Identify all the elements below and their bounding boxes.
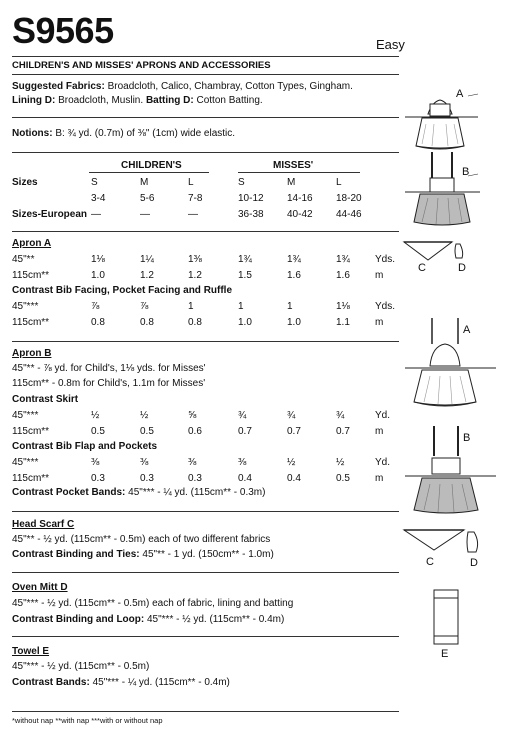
figure-label-a: A — [456, 88, 464, 100]
table-cell: 1 — [287, 301, 293, 312]
table-cell: S — [238, 177, 245, 188]
difficulty-label: Easy — [376, 37, 405, 52]
oven-mitt-contrast-label: Contrast Binding and Loop: — [12, 614, 145, 625]
table-cell: 1.6 — [287, 270, 301, 281]
table-cell: 0.6 — [188, 426, 202, 437]
divider — [12, 56, 399, 57]
bands-label: Contrast Pocket Bands: — [12, 487, 126, 498]
table-cell: 1.2 — [188, 270, 202, 281]
misses-rule — [238, 172, 360, 173]
table-cell: 40-42 — [287, 209, 313, 220]
table-cell: ½ — [140, 410, 149, 421]
head-scarf-contrast-text: 45"** - 1 yd. (150cm** - 1.0m) — [142, 549, 274, 560]
table-cell: 5-6 — [140, 193, 155, 204]
table-cell: ¾ — [287, 410, 296, 421]
figure-label-b: B — [462, 166, 470, 178]
table-cell: 1 — [188, 301, 194, 312]
table-cell: 0.7 — [336, 426, 350, 437]
figure-label-e: E — [441, 648, 449, 660]
sizes-european-label: Sizes-European — [12, 209, 88, 220]
table-cell: ¾ — [238, 410, 247, 421]
table-cell: 1⅛ — [336, 301, 350, 312]
table-cell: ¾ — [336, 410, 345, 421]
head-scarf-title: Head Scarf C — [12, 519, 75, 530]
table-cell: 0.4 — [238, 473, 252, 484]
table-cell: 7-8 — [188, 193, 203, 204]
table-cell: 0.4 — [287, 473, 301, 484]
apron-a-title: Apron A — [12, 238, 52, 249]
childrens-header: CHILDREN'S — [121, 160, 182, 171]
row-label: 45"*** — [12, 301, 39, 312]
table-cell: 36-38 — [238, 209, 264, 220]
table-cell: 0.3 — [91, 473, 105, 484]
table-cell: ½ — [91, 410, 100, 421]
suggested-label: Suggested Fabrics: — [12, 81, 105, 92]
towel-contrast-text: 45"*** - ¼ yd. (115cm** - 0.4m) — [92, 677, 230, 688]
towel-contrast-label: Contrast Bands: — [12, 677, 90, 688]
table-cell: 1.6 — [336, 270, 350, 281]
table-cell: 1¾ — [336, 254, 350, 265]
table-cell: 0.3 — [188, 473, 202, 484]
divider — [12, 511, 399, 512]
figure-label-c-misses: C — [426, 556, 434, 568]
divider — [12, 117, 399, 118]
divider — [12, 341, 399, 342]
head-scarf-contrast-label: Contrast Binding and Ties: — [12, 549, 140, 560]
divider — [12, 636, 399, 637]
misses-header: MISSES' — [273, 160, 314, 171]
table-cell: ⅞ — [91, 301, 100, 312]
table-cell: 1.0 — [238, 317, 252, 328]
divider — [12, 74, 399, 75]
childrens-apron-a-illustration — [400, 78, 510, 150]
childrens-rule — [89, 172, 209, 173]
table-cell: 1.0 — [91, 270, 105, 281]
divider — [12, 572, 399, 573]
table-cell: 1.1 — [336, 317, 350, 328]
lining-text: Broadcloth, Muslin. — [58, 95, 144, 106]
footnote: *without nap **with nap ***with or without nap — [12, 716, 163, 725]
childrens-apron-b-illustration — [400, 150, 510, 230]
table-cell: ⅜ — [91, 457, 100, 468]
apron-b-line2: 115cm** - 0.8m for Child's, 1.1m for Misses' — [12, 378, 206, 389]
table-cell: 0.5 — [140, 426, 154, 437]
table-cell: — — [188, 209, 198, 220]
row-label: 115cm** — [12, 317, 50, 328]
table-cell: ⅜ — [140, 457, 149, 468]
figure-label-d: D — [458, 262, 466, 274]
oven-mitt-line1: 45"*** - ½ yd. (115cm** - 0.5m) each of fabric, lining and batting — [12, 598, 294, 609]
table-cell: 0.5 — [91, 426, 105, 437]
row-label: 45"*** — [12, 410, 39, 421]
row-label: 115cm** — [12, 473, 50, 484]
table-cell: 0.8 — [91, 317, 105, 328]
unit-label: Yd. — [375, 410, 391, 421]
table-cell: 0.7 — [238, 426, 252, 437]
table-cell: ⅞ — [140, 301, 149, 312]
towel-contrast — [12, 677, 230, 689]
batting-text: Cotton Batting. — [196, 95, 263, 106]
table-cell: M — [287, 177, 296, 188]
divider — [12, 711, 399, 712]
table-cell: 1⅜ — [188, 254, 202, 265]
page-subtitle: CHILDREN'S AND MISSES' APRONS AND ACCESSORIES — [12, 60, 271, 71]
towel-illustration — [432, 588, 462, 648]
notions — [12, 128, 235, 140]
unit-label: m — [375, 270, 384, 281]
table-cell: 1.5 — [238, 270, 252, 281]
row-label: 115cm** — [12, 270, 50, 281]
table-cell: L — [188, 177, 194, 188]
oven-mitt-title: Oven Mitt D — [12, 582, 68, 593]
table-cell: 14-16 — [287, 193, 313, 204]
childrens-scarf-mitt-illustration — [400, 236, 510, 272]
misses-scarf-mitt-illustration — [400, 524, 510, 564]
row-label: 45"*** — [12, 457, 39, 468]
notions-text: B: ¾ yd. (0.7m) of ⅜" (1cm) wide elastic. — [55, 128, 236, 139]
table-cell: — — [91, 209, 101, 220]
apron-b-title: Apron B — [12, 348, 52, 359]
table-cell: ⅝ — [188, 410, 197, 421]
apron-b-line1: 45"** - ⅞ yd. for Child's, 1⅛ yds. for Misses' — [12, 363, 206, 374]
table-cell: 10-12 — [238, 193, 264, 204]
unit-label: Yds. — [375, 301, 396, 312]
figure-label-a-misses: A — [463, 324, 471, 336]
table-cell: 1⅛ — [91, 254, 105, 265]
lining-batting — [12, 95, 263, 107]
apron-a-contrast-title: Contrast Bib Facing, Pocket Facing and Ruffle — [12, 285, 233, 296]
table-cell: M — [140, 177, 149, 188]
misses-apron-b-illustration — [400, 424, 510, 524]
suggested-text: Broadcloth, Calico, Chambray, Cotton Types, Gingham. — [107, 81, 353, 92]
table-cell: 0.7 — [287, 426, 301, 437]
apron-b-bands — [12, 487, 265, 499]
oven-mitt-contrast-text: 45"*** - ½ yd. (115cm** - 0.4m) — [146, 614, 285, 625]
head-scarf-line1: 45"** - ½ yd. (115cm** - 0.5m) each of two different fabrics — [12, 534, 271, 545]
batting-label: Batting D: — [145, 95, 194, 106]
apron-b-bib-title: Contrast Bib Flap and Pockets — [12, 441, 158, 452]
table-cell: S — [91, 177, 98, 188]
table-cell: ⅜ — [238, 457, 247, 468]
misses-apron-a-illustration — [400, 316, 510, 416]
table-cell: L — [336, 177, 342, 188]
table-cell: 1¾ — [287, 254, 301, 265]
table-cell: — — [140, 209, 150, 220]
table-cell: 1.0 — [287, 317, 301, 328]
table-cell: 0.3 — [140, 473, 154, 484]
table-cell: 0.8 — [188, 317, 202, 328]
table-cell: 1¼ — [140, 254, 154, 265]
table-cell: 0.8 — [140, 317, 154, 328]
notions-label: Notions: — [12, 128, 53, 139]
unit-label: m — [375, 317, 384, 328]
suggested-fabrics — [12, 81, 353, 93]
unit-label: Yds. — [375, 254, 396, 265]
towel-line1: 45"*** - ½ yd. (115cm** - 0.5m) — [12, 661, 150, 672]
table-cell: 1.2 — [140, 270, 154, 281]
figure-label-d-misses: D — [470, 557, 478, 569]
unit-label: m — [375, 426, 384, 437]
figure-label-b-misses: B — [463, 432, 471, 444]
unit-label: Yd. — [375, 457, 391, 468]
apron-b-skirt-title: Contrast Skirt — [12, 394, 79, 405]
table-cell: 3-4 — [91, 193, 106, 204]
table-cell: 1¾ — [238, 254, 252, 265]
figure-label-c: C — [418, 262, 426, 274]
towel-title: Towel E — [12, 646, 50, 657]
unit-label: m — [375, 473, 384, 484]
table-cell: 44-46 — [336, 209, 362, 220]
lining-label: Lining D: — [12, 95, 56, 106]
row-label: 45"** — [12, 254, 35, 265]
table-cell: 18-20 — [336, 193, 362, 204]
table-cell: ⅜ — [188, 457, 197, 468]
row-label: 115cm** — [12, 426, 50, 437]
table-cell: 0.5 — [336, 473, 350, 484]
divider — [12, 231, 399, 232]
head-scarf-contrast — [12, 549, 274, 561]
sizes-label: Sizes — [12, 177, 38, 188]
divider — [12, 152, 399, 153]
table-cell: ½ — [336, 457, 345, 468]
table-cell: 1 — [238, 301, 244, 312]
oven-mitt-contrast — [12, 614, 284, 626]
table-cell: ½ — [287, 457, 296, 468]
bands-text: 45"*** - ¼ yd. (115cm** - 0.3m) — [128, 487, 266, 498]
pattern-code: S9565 — [12, 10, 114, 51]
